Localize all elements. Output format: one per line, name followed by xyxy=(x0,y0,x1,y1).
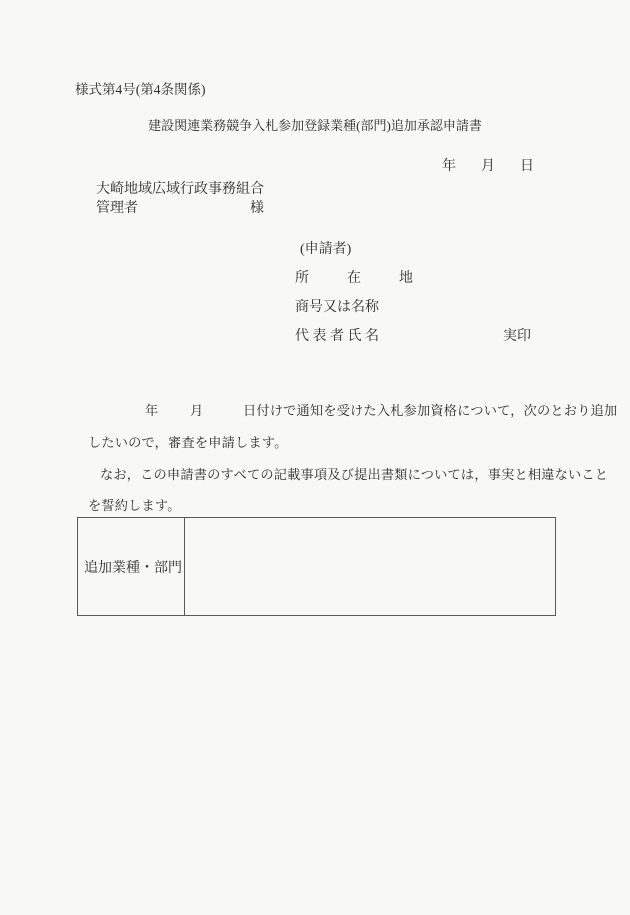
registered-seal-label: 実印 xyxy=(503,329,531,344)
date-month-label: 月 xyxy=(481,159,495,174)
additional-category-label: 追加業種・部門 xyxy=(78,518,185,615)
addressee-organization: 大崎地域広域行政事務組合 xyxy=(96,182,264,197)
applicant-representative-label: 代表者氏名 xyxy=(295,329,383,344)
body-line4-text: を誓約します。 xyxy=(88,498,181,513)
address-label-char: 在 xyxy=(347,271,361,286)
additional-category-value xyxy=(185,518,555,615)
document-title: 建設関連業務競争入札参加登録業種(部門)追加承認申請書 xyxy=(148,118,482,133)
date-day-label: 日 xyxy=(520,159,534,174)
body-line1-text: 日付けで通知を受けた入札参加資格について，次のとおり追加 xyxy=(243,403,618,418)
body-line2-text: したいので，審査を申請します。 xyxy=(88,435,288,450)
additional-category-table xyxy=(77,517,556,616)
address-label-char: 地 xyxy=(399,271,413,286)
applicant-trade-name-label: 商号又は名称 xyxy=(295,300,379,315)
address-label-char: 所 xyxy=(295,271,309,286)
applicant-address-label xyxy=(295,271,413,287)
form-number: 様式第4号(第4条関係) xyxy=(75,82,206,97)
addressee-honorific: 様 xyxy=(250,201,264,216)
addressee-role: 管理者 xyxy=(96,201,138,216)
body-year-label: 年 xyxy=(145,403,159,418)
applicant-heading: (申請者) xyxy=(300,242,352,257)
body-month-label: 月 xyxy=(190,403,204,418)
body-line3-text: なお，この申請書のすべての記載事項及び提出書類については，事実と相違ないこと xyxy=(100,467,609,482)
date-year-label: 年 xyxy=(442,159,456,174)
